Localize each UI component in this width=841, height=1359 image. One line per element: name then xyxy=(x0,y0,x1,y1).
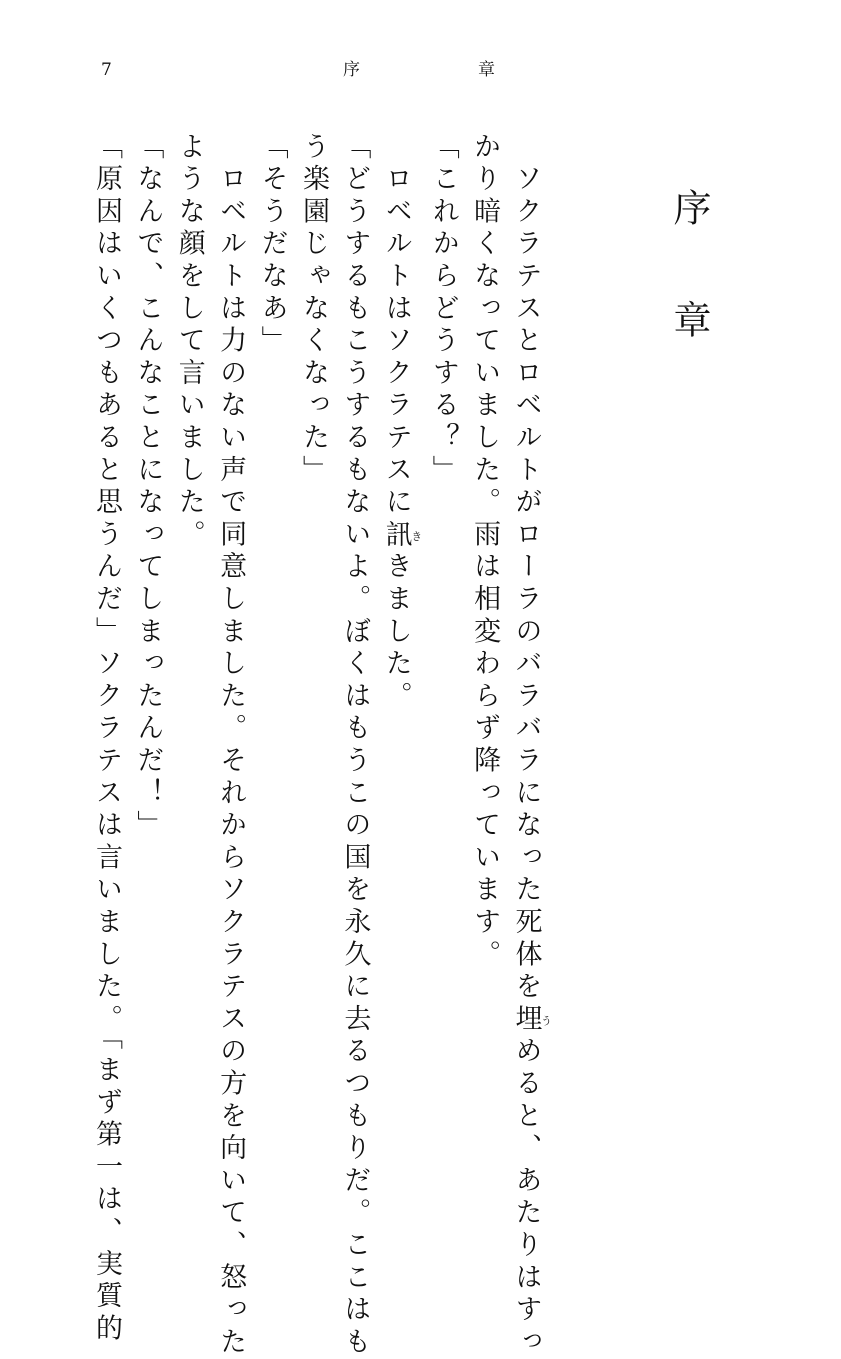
ruby-reading: き xyxy=(409,519,423,552)
text-column-7: 「そうだなあ」 xyxy=(256,132,288,359)
text-column-10: 「なんで、こんなことになってしまったんだ！」 xyxy=(132,132,164,843)
page-number: 7 xyxy=(101,60,112,80)
running-head-char-2: 章 xyxy=(478,60,495,80)
text-column-1 xyxy=(505,132,553,1359)
text-column-8-content: ロベルトは力のない声で同意しました。それからソクラテスの方を向いて、怒った xyxy=(215,164,247,1359)
ruby-umeru xyxy=(510,1004,553,1037)
running-head-char-1: 序 xyxy=(343,60,360,80)
chapter-title: 序 章 xyxy=(667,188,711,356)
text-column-2: かり暗くなっていました。雨は相変わらず降っています。 xyxy=(469,132,501,972)
body-text xyxy=(90,132,553,1359)
text-column-4-part-b: きました。 xyxy=(380,551,412,714)
text-column-1-part-b: めると、あたりはすっ xyxy=(510,1036,542,1359)
ruby-base: 訊 xyxy=(380,519,412,552)
ruby-reading: う xyxy=(539,1004,553,1037)
text-column-11: 「原因はいくつもあると思うんだ」ソクラテスは言いました。「まず第一は、実質的 xyxy=(90,132,122,1346)
text-column-5: 「どうするもこうするもないよ。ぼくはもうこの国を永久に去るつもりだ。ここはも xyxy=(339,132,371,1359)
ruby-base: 埋 xyxy=(510,1004,542,1037)
text-column-9: ような顔をして言いました。 xyxy=(173,132,205,552)
text-column-3: 「これからどうする？」 xyxy=(427,132,459,488)
text-column-6: う楽園じゃなくなった」 xyxy=(297,132,329,488)
text-column-8 xyxy=(210,132,251,1359)
ruby-kiku xyxy=(380,519,423,552)
text-column-4 xyxy=(375,132,422,1112)
text-column-1-part-a: ソクラテスとロベルトがローラのバラバラになった死体を xyxy=(510,164,542,1005)
text-column-4-part-a: ロベルトはソクラテスに xyxy=(380,164,412,520)
